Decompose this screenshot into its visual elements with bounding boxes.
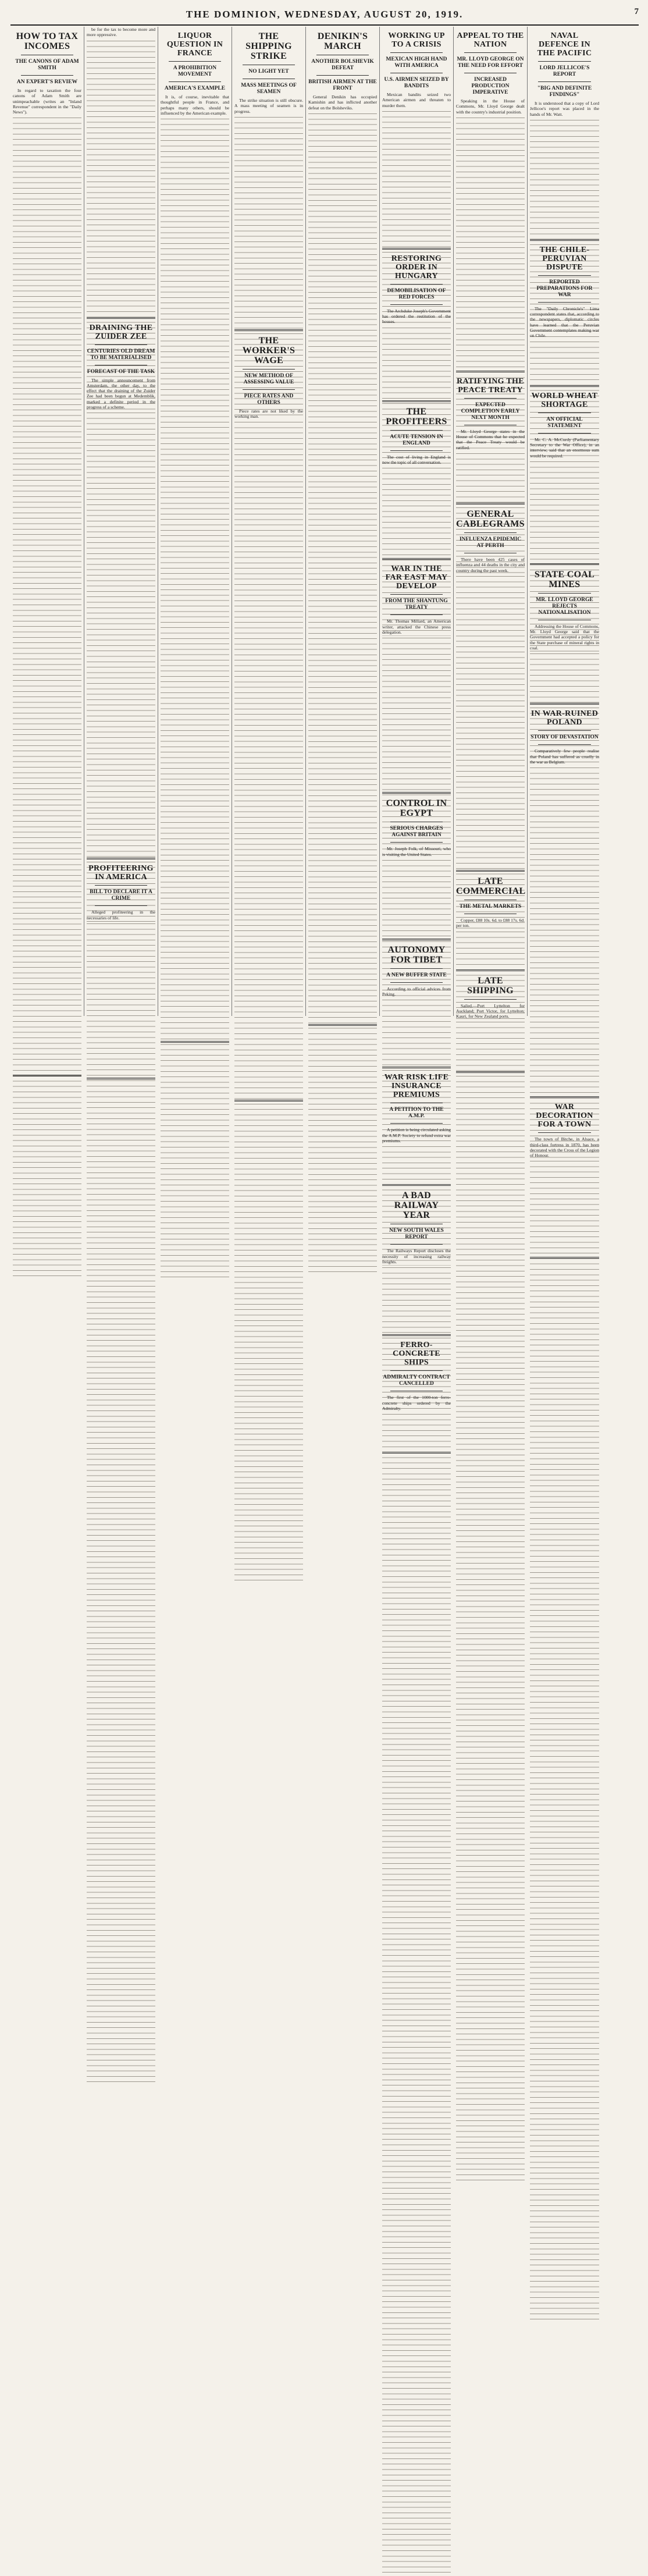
article-subheading: INCREASED PRODUCTION IMPERATIVE [471, 77, 510, 95]
article [530, 246, 599, 387]
article-lead: It is, of course, inevitable that thoughtful people in France, and perhaps many others, should be influenced by the American example. [161, 94, 229, 116]
article [87, 324, 155, 860]
article-separator [382, 939, 451, 940]
article [382, 1191, 451, 1336]
article-subheading: AN OFFICIAL STATEMENT [546, 416, 583, 429]
divider [169, 81, 221, 82]
article-headline: RESTORING ORDER IN HUNGARY [391, 254, 442, 280]
article-headline: CONTROL IN EGYPT [386, 798, 447, 819]
column-3 [158, 27, 232, 1016]
article-headline: DRAINING THE ZUIDER ZEE [89, 323, 153, 341]
article-separator [382, 792, 451, 794]
article-body-text [530, 1159, 599, 1252]
divider [464, 532, 517, 533]
article-subheading: MEXICAN HIGH HAND WITH AMERICA [386, 56, 447, 69]
article-separator [87, 1078, 155, 1079]
article-lead: Piece rates are not liked by the working man. [234, 408, 303, 420]
article [456, 876, 525, 971]
article-headline: WAR RISK LIFE INSURANCE PREMIUMS [384, 1073, 449, 1100]
article-lead: The Railways Report discloses the necessity of increasing railway freights. [382, 1248, 451, 1264]
article-lead: Addressing the House of Commons, Mr. Lloyd George said that the Government had accepted a policy for the State purchase of mineral rights in coal. [530, 623, 599, 651]
divider [95, 905, 147, 906]
article-body-text [382, 326, 451, 396]
article-subheading: REPORTED PREPARATIONS FOR WAR [536, 279, 593, 298]
article-body-text [530, 766, 599, 1092]
article [530, 1103, 599, 1259]
divider [169, 61, 221, 62]
article-lead: The "Daily Chronicle's" Lima correspondent states that, according to the newspapers, diplomatic circles have learned that the Peruvian Government contemplates making war on Chile. [530, 305, 599, 339]
article-subheading: STORY OF DEVASTATION [530, 734, 599, 741]
article-subheading: LORD JELLICOE'S REPORT [539, 65, 590, 77]
article-subheading: DEMOBILISATION OF RED FORCES [387, 287, 446, 300]
divider [390, 982, 443, 983]
article-separator [382, 1452, 451, 1454]
article-headline: STATE COAL MINES [534, 569, 595, 589]
article-subheading: NO LIGHT YET [248, 69, 289, 74]
newspaper-title: THE DOMINION, WEDNESDAY, AUGUST 20, 1919. [186, 9, 464, 20]
article-headline: A BAD RAILWAY YEAR [394, 1191, 439, 1221]
divider [538, 730, 591, 731]
divider [538, 81, 591, 82]
divider [390, 1370, 443, 1371]
article-lead: Mr. Lloyd George states in the House of Commons that he expected that the Peace Treaty would be ratified. [456, 428, 525, 450]
article-subheading: NEW METHOD OF ASSESSING VALUE [243, 372, 294, 385]
article-subheading: ANOTHER BOLSHEVIK DEFEAT [311, 59, 374, 71]
divider [538, 593, 591, 594]
article-lead: General Denikin has occupied Kamishin and has inflicted another defeat on the Bolsheviks. [308, 94, 377, 111]
article [456, 377, 525, 504]
article-lead: The town of Bitche, in Alsace, a third-class fortress in 1870, has been decorated with the Cross of the Legion of Honour. [530, 1136, 599, 1159]
article-subheading: AMERICA'S EXAMPLE [164, 86, 226, 91]
article-lead: There have been 425 cases of influenza and 44 deaths in the city and country during the past week. [456, 557, 525, 573]
article-separator [161, 1041, 229, 1043]
divider [538, 61, 591, 62]
article-lead: A petition is being circulated asking the A.M.P. Society to refund extra war premiums. [382, 1127, 451, 1144]
article-subheading: ADMIRALTY CONTRACT CANCELLED [383, 1374, 450, 1387]
masthead [10, 5, 639, 26]
article-body-text [13, 116, 81, 1070]
article-subheading: A PROHIBITION MOVEMENT [173, 65, 217, 77]
divider [538, 433, 591, 434]
article-lead: Comparatively few people realise that Poland has suffered as cruelly in the war as Belgium. [530, 748, 599, 765]
article-subheading: EXPECTED COMPLETION EARLY NEXT MONTH [461, 401, 520, 421]
column-2 [84, 27, 158, 1016]
article-subheading: MASS MEETINGS OF SEAMEN [241, 83, 297, 95]
article-headline: LIQUOR QUESTION IN FRANCE [166, 31, 223, 58]
column-1 [10, 27, 84, 1016]
article-headline: LATE COMMERCIAL [456, 876, 526, 896]
article-body-text [382, 1412, 451, 1447]
article-separator [456, 1071, 525, 1073]
article-headline: IN WAR-RUINED POLAND [530, 709, 599, 727]
article-lead: Sailed.—Port Lyttelton for Auckland; Port Victor, for Lyttelton; Kauri, for New Zealand ports. [456, 1003, 525, 1019]
article [530, 31, 599, 241]
article-separator [87, 317, 155, 319]
article [234, 336, 303, 1102]
article-headline: PROFITEERING IN AMERICA [88, 864, 154, 882]
divider [464, 52, 517, 53]
article-subheading: MR. LLOYD GEORGE REJECTS NATIONALISATION [536, 596, 593, 616]
divider [390, 1123, 443, 1124]
article-body-text [530, 652, 599, 698]
article-subheading: MR. LLOYD GEORGE ON THE NEED FOR EFFORT [457, 56, 524, 69]
article-separator [530, 385, 599, 387]
divider [390, 842, 443, 843]
article-subheading: ACUTE TENSION IN ENGLAND [390, 434, 443, 446]
article-body-text [234, 115, 303, 325]
article-separator [234, 1100, 303, 1102]
article-headline: DENIKIN'S MARCH [317, 31, 368, 51]
article-lead: Copper, £88 10s. 6d. to £88 17s. 6d. per ton. [456, 917, 525, 929]
article-separator [530, 1257, 599, 1259]
article-subheading: BILL TO DECLARE IT A CRIME [90, 889, 152, 902]
divider [390, 304, 443, 305]
article-headline: HOW TO TAX INCOMES [16, 31, 79, 51]
article-subheading: SERIOUS CHARGES AGAINST BRITAIN [390, 826, 443, 838]
divider [390, 614, 443, 615]
article-body-text [382, 1266, 451, 1330]
article [530, 392, 599, 565]
article-subheading: AN EXPERT'S REVIEW [16, 79, 78, 85]
article-subheading: CENTURIES OLD DREAM TO BE MATERIALISED [87, 348, 155, 361]
divider [390, 968, 443, 969]
divider [390, 1244, 443, 1245]
article [87, 864, 155, 1079]
article-body-text [456, 1020, 525, 1067]
article-subheading: BRITISH AIRMEN AT THE FRONT [308, 79, 377, 91]
article-separator [87, 858, 155, 859]
article-lead: Mr. C. A. McCurdy (Parliamentary Secretary to the War Office), in an interview, said that an enormous sum would be required. [530, 436, 599, 459]
article-lead: Speaking in the House of Commons, Mr. Lloyd George dealt with the country's industrial position. [456, 98, 525, 115]
article [308, 31, 377, 1026]
article-separator [530, 703, 599, 705]
article-headline: AUTONOMY FOR TIBET [387, 944, 446, 965]
article [382, 564, 451, 794]
article-lead: According to official advices from Peking. [382, 986, 451, 997]
article-separator [530, 1096, 599, 1098]
article-separator [234, 329, 303, 331]
article [382, 798, 451, 940]
column-4 [232, 27, 306, 1016]
column-8 [528, 27, 601, 1159]
article [382, 1073, 451, 1186]
article-headline: WORLD WHEAT SHORTAGE [531, 391, 598, 409]
article-separator [530, 239, 599, 241]
article-body-text [382, 466, 451, 553]
article-body-text [87, 411, 155, 853]
column-6 [380, 27, 454, 1411]
article-body-text [87, 922, 155, 1073]
article [530, 570, 599, 705]
article-body-text [382, 636, 451, 787]
divider [390, 594, 443, 595]
article-headline: WAR DECORATION FOR A TOWN [536, 1103, 593, 1129]
article-body-text [382, 1145, 451, 1179]
article-headline: THE PROFITEERS [386, 406, 447, 427]
article-lead: Alleged profiteering in the necessaries of life. [87, 909, 155, 921]
article-lead: be for the tax to become more and more oppressive. [87, 27, 155, 38]
article-body-text [382, 858, 451, 934]
article-subheading: A NEW BUFFER STATE [386, 972, 447, 978]
divider [21, 75, 73, 76]
article-subheading: U.S. AIRMEN SEIZED BY BANDITS [384, 77, 449, 89]
article [382, 254, 451, 402]
article-separator [308, 1024, 377, 1026]
article-lead: The simple announcement from Amsterdam, the other day, to the effect that the draining of the Zuider Zee had been begun at Medemblik, marked a definite period in the progress of a scheme. [87, 377, 155, 410]
divider [95, 344, 147, 345]
article-subheading: FORECAST OF THE TASK [87, 368, 155, 375]
article [456, 31, 525, 372]
article-body-text [382, 109, 451, 243]
article [382, 31, 451, 250]
article [87, 27, 155, 319]
article-headline: LATE SHIPPING [467, 975, 514, 996]
article-subheading: FROM THE SHANTUNG TREATY [385, 598, 448, 611]
article [161, 31, 229, 1043]
article-headline: WAR IN THE FAR EAST MAY DEVELOP [385, 564, 448, 591]
article-headline: THE CHILE-PERUVIAN DISPUTE [539, 245, 590, 272]
article-body-text [456, 452, 525, 498]
article-body-text [530, 460, 599, 559]
article-separator [456, 371, 525, 372]
article-subheading: THE METAL MARKETS [459, 903, 522, 909]
article-body-text [161, 117, 229, 1036]
article [456, 509, 525, 872]
article-lead: Mr. Joseph Folk, of Missouri, who is visiting the United States. [382, 846, 451, 857]
article-body-text [308, 112, 377, 1019]
article-separator [456, 969, 525, 971]
article-body-text [456, 116, 525, 366]
divider [316, 75, 369, 76]
article-lead: The cost of living in England is now the topic of all conversation. [382, 454, 451, 466]
article-subheading: A PETITION TO THE A.M.P. [389, 1107, 444, 1120]
page-number: 7 [634, 7, 639, 16]
article-headline: RATIFYING THE PEACE TREATY [457, 376, 524, 395]
divider [390, 52, 443, 53]
article-separator [456, 870, 525, 872]
article-subheading: PIECE RATES AND OTHERS [244, 393, 294, 406]
article [13, 31, 81, 1076]
article-lead: Mr. Thomas Millard, an American writer, attacked the Chinese press delegation. [382, 619, 451, 635]
article [382, 1341, 451, 1454]
article-headline: FERRO-CONCRETE SHIPS [393, 1341, 440, 1367]
article [382, 945, 451, 1069]
article-separator [382, 558, 451, 560]
article [234, 31, 303, 331]
divider [390, 450, 443, 451]
article-separator [382, 1067, 451, 1068]
article-body-text [234, 420, 303, 1095]
article-lead: In regard to taxation the four canons of Adam Smith are unimpeachable (writes an "Inland Revenue" correspondent in the "Daily News"). [13, 88, 81, 115]
article-lead: The Archduke Joseph's Government has ordered the restitution of the houses. [382, 308, 451, 325]
article-headline: GENERAL CABLEGRAMS [456, 509, 525, 530]
article-headline: THE SHIPPING STRIKE [245, 31, 292, 61]
divider [538, 744, 591, 745]
article-subheading: INFLUENZA EPIDEMIC AT PERTH [459, 536, 522, 549]
article-separator [382, 248, 451, 250]
article-lead: The strike situation is still obscure. A mass meeting of seamen is in progress. [234, 98, 303, 114]
divider [464, 999, 517, 1000]
article-headline: APPEAL TO THE NATION [457, 31, 524, 49]
divider [390, 430, 443, 431]
article-body-text [530, 118, 599, 234]
article [456, 976, 525, 1074]
article-lead: It is understood that a copy of Lord Jellicoe's report was placed in the hands of Mr. Watt. [530, 101, 599, 117]
article-body-text [456, 574, 525, 865]
divider [464, 398, 517, 399]
article-separator [382, 400, 451, 402]
divider [243, 389, 295, 390]
article-headline: WORKING UP TO A CRISIS [388, 31, 445, 49]
article [382, 407, 451, 560]
article-body-text [87, 39, 155, 312]
article-separator [13, 1075, 81, 1076]
article-headline: THE WORKER'S WAGE [242, 335, 295, 365]
article-lead: Mexican bandits seized two American airmen and threaten to murder them. [382, 92, 451, 108]
columns [10, 27, 639, 1411]
divider [538, 1132, 591, 1133]
column-7 [454, 27, 528, 1019]
article-lead: The first of the 1000-ton ferro-concrete ships ordered by the Admiralty. [382, 1395, 451, 1411]
article-separator [456, 503, 525, 504]
article-separator [382, 1334, 451, 1336]
article-subheading: THE CANONS OF ADAM SMITH [15, 59, 79, 71]
article [530, 709, 599, 1098]
article-body-text [530, 340, 599, 381]
article-headline: NAVAL DEFENCE IN THE PACIFIC [537, 31, 592, 58]
column-5 [306, 27, 380, 1016]
divider [390, 284, 443, 285]
divider [538, 302, 591, 303]
divider [538, 275, 591, 276]
article-body-text [456, 930, 525, 965]
article-separator [382, 1184, 451, 1186]
article-subheading: NEW SOUTH WALES REPORT [389, 1228, 444, 1241]
article-separator [530, 563, 599, 565]
article-body-text [382, 998, 451, 1062]
article-subheading: "BIG AND DEFINITE FINDINGS" [537, 86, 592, 98]
divider [95, 885, 147, 886]
